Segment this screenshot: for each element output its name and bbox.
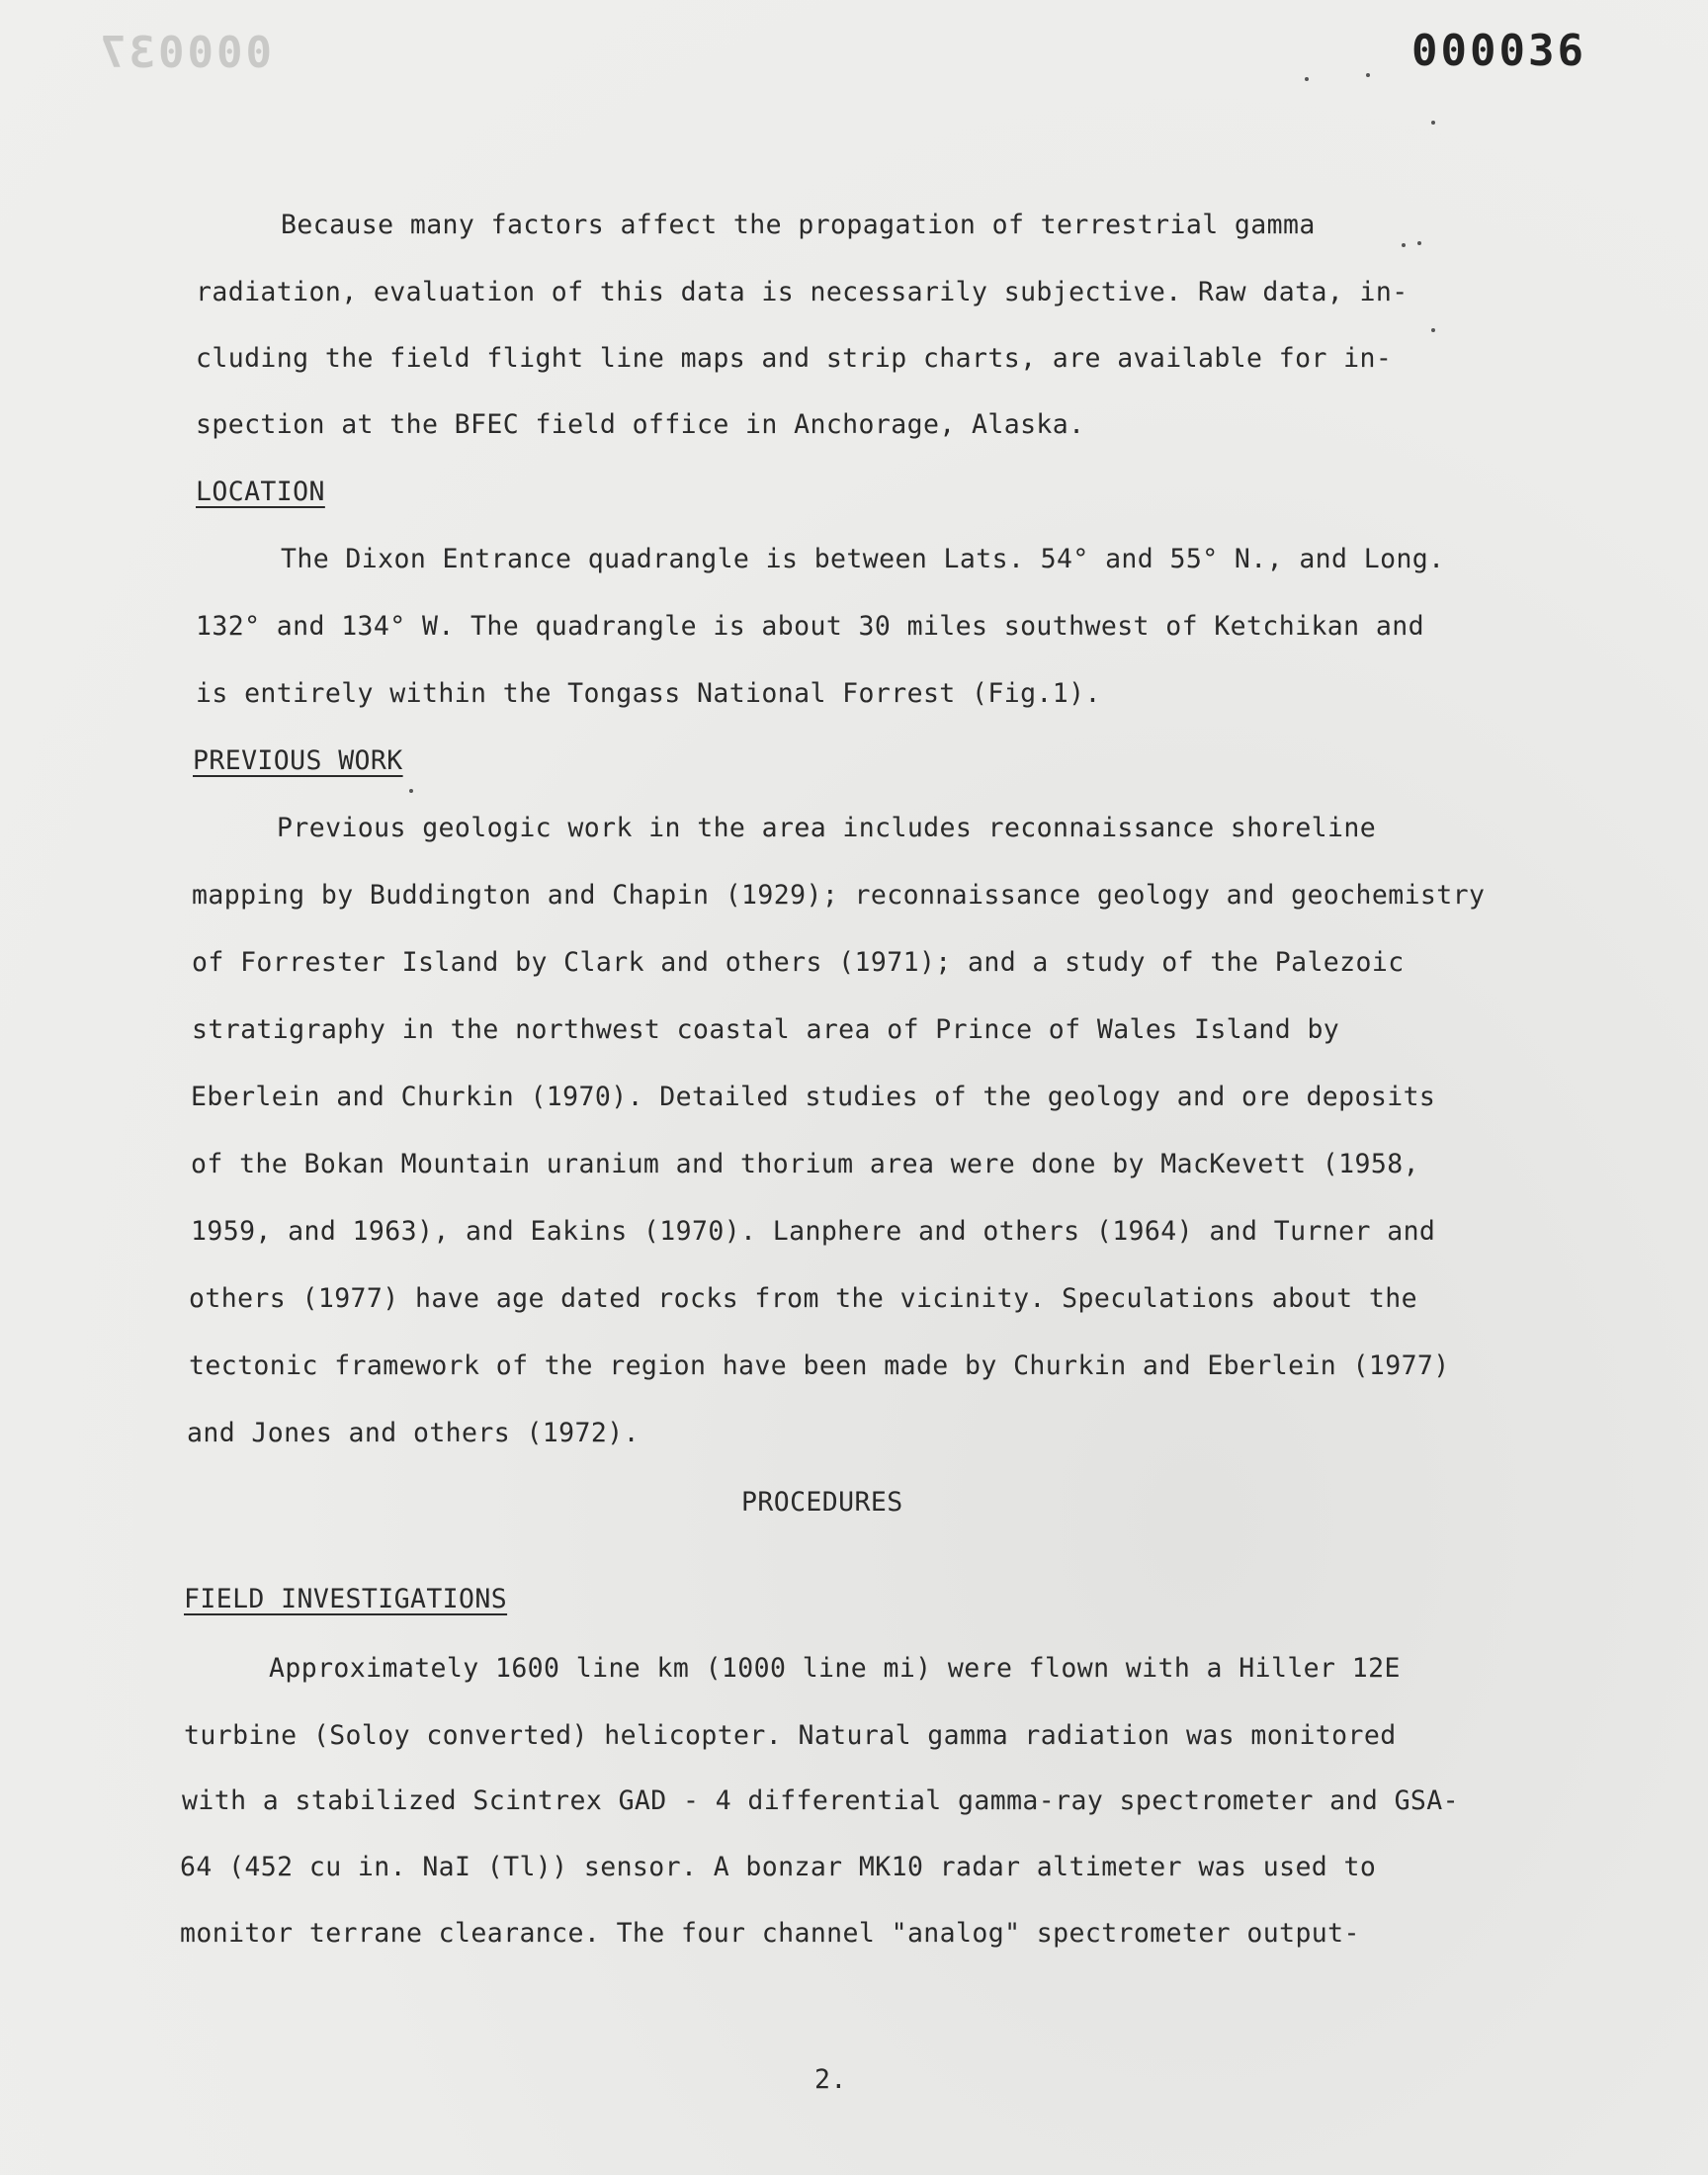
- text-line: turbine (Soloy converted) helicopter. Natural gamma radiation was monitored: [184, 1720, 1397, 1751]
- heading-procedures: PROCEDURES: [741, 1487, 903, 1518]
- scan-speck: [1305, 77, 1309, 81]
- text-line: mapping by Buddington and Chapin (1929); reconnaissance geology and geochemistry: [192, 880, 1486, 911]
- scan-speck: [1366, 73, 1370, 77]
- text-line: 132° and 134° W. The quadrangle is about 30 miles southwest of Ketchikan and: [196, 611, 1424, 642]
- heading-field-investigations: FIELD INVESTIGATIONS: [184, 1584, 508, 1614]
- text-line: Previous geologic work in the area includes reconnaissance shoreline: [277, 813, 1377, 843]
- scan-speck: [1417, 241, 1421, 245]
- text-line: of the Bokan Mountain uranium and thorium area were done by MacKevett (1958,: [191, 1149, 1419, 1179]
- page-number: 2.: [814, 2064, 847, 2095]
- text-line: spection at the BFEC field office in Anchorage, Alaska.: [196, 409, 1085, 440]
- mirrored-page-stamp: 000037: [97, 28, 272, 78]
- text-line: The Dixon Entrance quadrangle is between Lats. 54° and 55° N., and Long.: [281, 544, 1445, 574]
- text-line: cluding the field flight line maps and strip charts, are available for in-: [196, 343, 1393, 374]
- text-line: is entirely within the Tongass National Forrest (Fig.1).: [196, 678, 1101, 709]
- scan-speck: [1431, 328, 1435, 332]
- scan-speck: [1402, 243, 1406, 247]
- text-line: of Forrester Island by Clark and others (1971); and a study of the Palezoic: [192, 947, 1405, 978]
- text-line: monitor terrane clearance. The four channel "analog" spectrometer output-: [180, 1918, 1360, 1949]
- text-line: tectonic framework of the region have been made by Churkin and Eberlein (1977): [189, 1350, 1450, 1381]
- scan-speck: [1431, 121, 1435, 125]
- text-line: radiation, evaluation of this data is necessarily subjective. Raw data, in-: [196, 277, 1409, 307]
- text-line: with a stabilized Scintrex GAD - 4 differential gamma-ray spectrometer and GSA-: [182, 1785, 1459, 1816]
- text-line: others (1977) have age dated rocks from the vicinity. Speculations about the: [189, 1283, 1417, 1314]
- heading-previous-work: PREVIOUS WORK: [193, 745, 403, 776]
- heading-location: LOCATION: [196, 477, 325, 507]
- text-line: and Jones and others (1972).: [187, 1418, 640, 1448]
- text-line: Because many factors affect the propagation of terrestrial gamma: [281, 210, 1316, 240]
- page-stamp: 000036: [1411, 26, 1586, 76]
- text-line: Approximately 1600 line km (1000 line mi) were flown with a Hiller 12E: [269, 1653, 1401, 1684]
- text-line: Eberlein and Churkin (1970). Detailed studies of the geology and ore deposits: [191, 1082, 1436, 1112]
- text-line: 64 (452 cu in. NaI (Tl)) sensor. A bonzar MK10 radar altimeter was used to: [180, 1852, 1377, 1882]
- scan-speck: [409, 789, 413, 793]
- text-line: 1959, and 1963), and Eakins (1970). Lanphere and others (1964) and Turner and: [191, 1216, 1436, 1247]
- text-line: stratigraphy in the northwest coastal area of Prince of Wales Island by: [192, 1014, 1340, 1045]
